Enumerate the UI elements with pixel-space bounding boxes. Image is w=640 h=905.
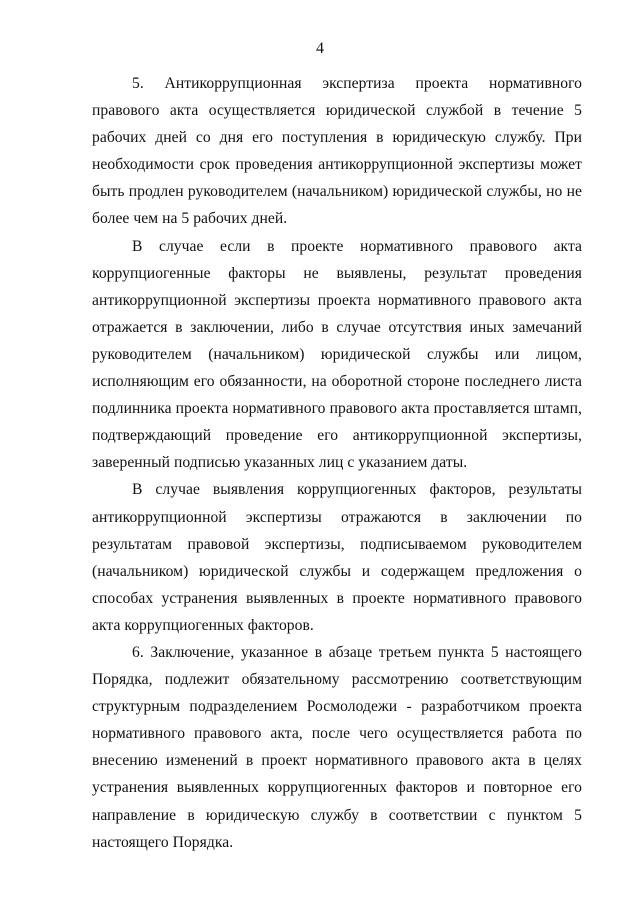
paragraph-no-factors-found: В случае если в проекте нормативного правового акта коррупциогенные факторы не выявлены, результат проведения антикоррупционной экспертизы проекта нормативного правового акта отражается в заключении, либо в случае отсутствия иных замечаний руководителем (начальником) юридической службы или лицом, исполняющим его обязанности, на оборотной стороне последнего листа подлинника проекта нормативного правового акта проставляется штамп, подтверждающий проведение его антикоррупционной экспертизы, заверенный подписью указанных лиц с указанием даты. [92,237,582,472]
paragraph-item-5-expertise-term: 5. Антикоррупционная экспертиза проекта нормативного правового акта осуществляется юридической службой в течение 5 рабочих дней со дня его поступления в юридическую службу. При необходимости срок проведения антикоррупционной экспертизы может быть продлен руководителем (начальником) юридической службы, но не более чем на 5 рабочих дней. [92,75,582,228]
paragraph-factors-found: В случае выявления коррупциогенных факторов, результаты антикоррупционной экспертизы отражаются в заключении по результатам правовой экспертизы, подписываемом руководителем (начальником) юридической службы и содержащем предложения о способах устранения выявленных в проекте нормативного правового акта коррупциогенных факторов. [92,481,582,634]
page-number: 4 [316,40,324,57]
document-body [92,70,582,856]
paragraph-item-6-conclusion: 6. Заключение, указанное в абзаце третьем пункта 5 настоящего Порядка, подлежит обязательному рассмотрению соответствующим структурным подразделением Росмолодежи - разработчиком проекта нормативного правового акта, после чего осуществляется работа по внесению изменений в проект нормативного правового акта в целях устранения выявленных коррупциогенных факторов и повторное его направление в юридическую службу в соответствии с пунктом 5 настоящего Порядка. [92,643,582,851]
